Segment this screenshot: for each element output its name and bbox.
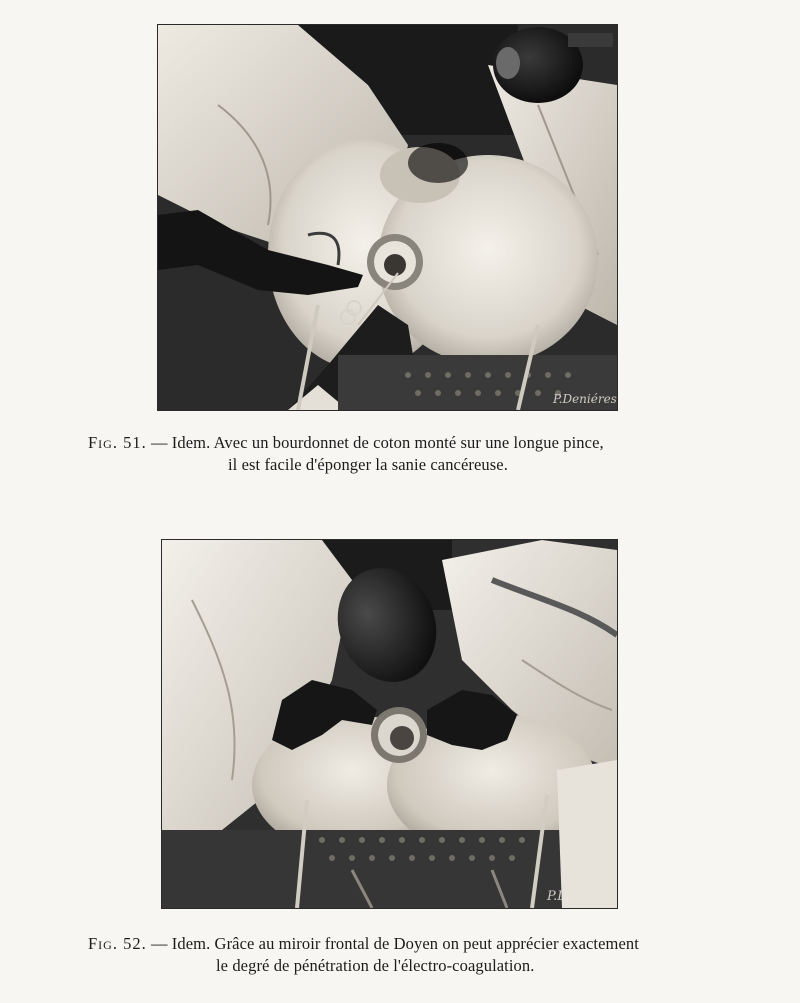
figure-52-signature: P.Deniéres — [547, 889, 617, 904]
figure-52-photograph — [161, 539, 618, 909]
figure-51-caption-line1 — [88, 433, 604, 452]
figure-52-photo-drawing — [162, 540, 617, 908]
figure-51-label: Fig. 51. — [88, 433, 147, 452]
figure-52-caption-line1 — [88, 934, 639, 953]
figure-51-caption-text-2: il est facile d'éponger la sanie cancéreuse. — [228, 455, 508, 474]
figure-51-signature: P.Deniéres — [553, 392, 617, 406]
figure-52-label: Fig. 52. — [88, 934, 147, 953]
figure-51-caption — [88, 432, 604, 476]
figure-52-caption-text-1: Idem. Grâce au miroir frontal de Doyen on peut apprécier exactement — [171, 934, 639, 953]
figure-51-dash: — — [150, 433, 168, 452]
figure-52-caption-text-2: le degré de pénétration de l'électro-coagulation. — [216, 956, 535, 975]
figure-51-photo-drawing — [158, 25, 617, 410]
figure-52-dash: — — [150, 934, 168, 953]
figure-52-caption — [88, 933, 639, 977]
figure-51-caption-text-1: Idem. Avec un bourdonnet de coton monté sur une longue pince, — [171, 433, 604, 452]
figure-51-photograph — [157, 24, 618, 411]
